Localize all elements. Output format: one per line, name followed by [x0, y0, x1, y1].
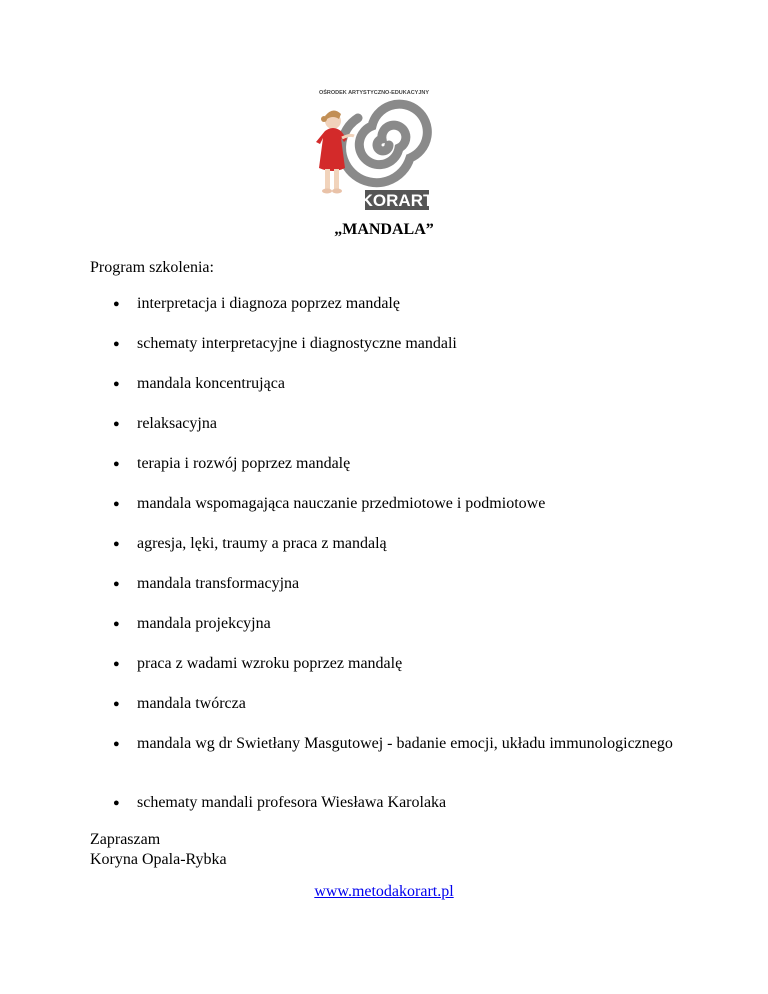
- list-item-text: mandala transformacyjna: [137, 575, 300, 592]
- bullet-icon: ●: [113, 658, 120, 670]
- logo-top-text: OŚRODEK ARTYSTYCZNO-EDUKACYJNY: [318, 90, 430, 96]
- website-link-container: [0, 882, 768, 902]
- closing-greeting: Zapraszam: [90, 831, 161, 848]
- list-item-text: mandala twórcza: [137, 695, 246, 712]
- list-item-text: praca z wadami wzroku poprzez mandalę: [137, 655, 403, 672]
- list-item-text: mandala koncentrująca: [137, 375, 285, 392]
- bullet-icon: ●: [113, 578, 120, 590]
- bullet-icon: ●: [113, 298, 120, 310]
- list-item-text: schematy interpretacyjne i diagnostyczne mandali: [137, 335, 457, 352]
- list-item: [113, 694, 678, 714]
- bullet-icon: ●: [113, 698, 120, 710]
- list-item: [113, 414, 678, 434]
- program-intro: Program szkolenia:: [90, 259, 214, 276]
- bullet-icon: ●: [113, 618, 120, 630]
- list-item: [113, 574, 678, 594]
- list-item: [113, 494, 678, 514]
- closing-signature: [90, 830, 227, 870]
- bullet-icon: ●: [113, 498, 120, 510]
- logo-brand-text: KORART: [360, 191, 434, 210]
- list-item: [113, 294, 678, 314]
- list-item-text: mandala wspomagająca nauczanie przedmiotowe i podmiotowe: [137, 495, 546, 512]
- bullet-icon: ●: [113, 378, 120, 390]
- list-item: [113, 654, 678, 674]
- list-item-text: agresja, lęki, traumy a praca z mandalą: [137, 535, 387, 552]
- author-name: Koryna Opala-Rybka: [90, 851, 227, 868]
- website-link[interactable]: www.metodakorart.pl: [314, 883, 454, 900]
- list-item: [113, 374, 678, 394]
- list-item-text: relaksacyjna: [137, 415, 217, 432]
- list-item: [113, 734, 678, 754]
- bullet-icon: ●: [113, 418, 120, 430]
- bullet-icon: ●: [113, 797, 120, 809]
- document-title: „MANDALA”: [334, 221, 434, 238]
- list-item: [113, 614, 678, 634]
- bullet-icon: ●: [113, 738, 120, 750]
- list-item-text: mandala projekcyjna: [137, 615, 271, 632]
- list-item: [113, 454, 678, 474]
- korart-logo-graphic: [307, 83, 442, 213]
- bullet-icon: ●: [113, 458, 120, 470]
- list-item: [113, 334, 678, 354]
- korart-logo: [307, 83, 442, 213]
- list-item-text: interpretacja i diagnoza poprzez mandalę: [137, 295, 400, 312]
- list-item-text: schematy mandali profesora Wiesława Karolaka: [137, 794, 447, 811]
- list-item: [113, 793, 678, 813]
- list-item-text: terapia i rozwój poprzez mandalę: [137, 455, 351, 472]
- list-item-text: mandala wg dr Swietłany Masgutowej - badanie emocji, układu immunologicznego: [137, 735, 673, 752]
- bullet-icon: ●: [113, 538, 120, 550]
- bullet-icon: ●: [113, 338, 120, 350]
- list-item: [113, 534, 678, 554]
